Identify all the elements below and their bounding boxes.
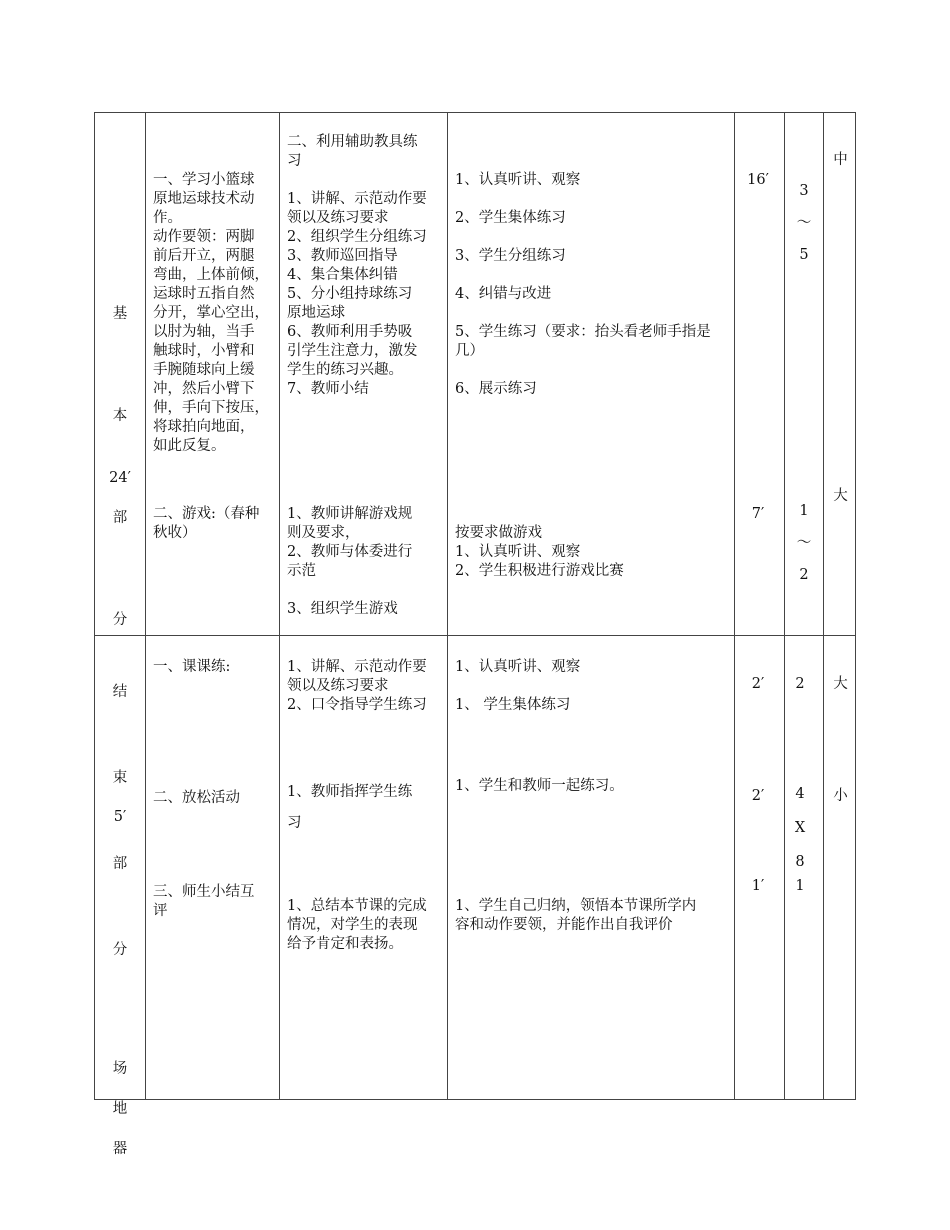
column-divider	[145, 113, 146, 1099]
time-end-2: 2′	[751, 788, 765, 804]
column-divider	[823, 113, 824, 1099]
student-activity-end-3: 1、学生自己归纳，领悟本节课所学内 容和动作要领，并能作出自我评价	[455, 898, 697, 933]
reps-char: ～	[796, 535, 812, 551]
content-end-3: 三、师生小结互 评	[153, 884, 255, 919]
student-activity-basic-1: 1、认真听讲、观察 2、学生集体练习 3、学生分组练习 4、纠错与改进 5、学生练习（要求：抬头看老师手指是 几） 6、展示练习	[455, 172, 711, 397]
reps-char: 8	[795, 854, 805, 870]
label-char: 分	[112, 942, 128, 958]
teacher-activity-basic-1: 二、利用辅助教具练 习 1、讲解、示范动作要 领以及练习要求 2、组织学生分组练习 3、教师巡回指导 4、集合集体纠错 5、分小组持球练习 原地运球 6、教师利用手势吸 引学生注意力，激发 学生的练习兴趣。 7、教师小结	[287, 134, 427, 397]
teacher-activity-end-3: 1、总结本节课的完成 情况，对学生的表现 给予肯定和表扬。	[287, 898, 427, 952]
section-label-venue	[103, 1039, 137, 1179]
label-char: 部	[112, 856, 128, 872]
reps-char: X	[794, 820, 806, 836]
student-activity-end-1: 1、认真听讲、观察 1、 学生集体练习	[455, 659, 581, 713]
repetitions-end-3: 1	[795, 878, 805, 894]
student-activity-end-2: 1、学生和教师一起练习。	[455, 778, 624, 794]
label-char: 部	[112, 510, 128, 526]
section-minutes-end: 5′	[113, 809, 127, 825]
content-basic-1: 一、学习小篮球 原地运球技术动 作。 动作要领：两脚 前后开立，两腿 弯曲，上体前倾， 运球时五指自然 分开，掌心空出， 以肘为轴，当手 触球时，小臂和 手腕随球向上缓 冲，然后小臂下 伸，手向下按压， 将球拍向地面， 如此反复。	[153, 172, 269, 454]
section-label-basic	[103, 281, 137, 653]
teacher-activity-end-2: 1、教师指挥学生练 习	[287, 784, 413, 831]
teacher-activity-end-1: 1、讲解、示范动作要 领以及练习要求 2、口令指导学生练习	[287, 659, 427, 713]
label-char: 结	[112, 684, 128, 700]
label-char: 本	[112, 408, 128, 424]
reps-char: 5	[799, 247, 809, 263]
reps-char: ～	[796, 215, 812, 231]
intensity-basic-1: 中	[833, 152, 848, 168]
label-char: 束	[112, 770, 128, 786]
time-basic-1: 16′	[747, 172, 769, 188]
label-char: 基	[112, 306, 128, 322]
intensity-basic-2: 大	[833, 488, 848, 504]
time-end-3: 1′	[751, 878, 765, 894]
label-char: 器	[112, 1141, 128, 1157]
reps-char: 3	[799, 183, 809, 199]
label-char: 场	[112, 1061, 128, 1077]
section-minutes-basic: 24′	[109, 470, 131, 486]
content-end-2: 二、放松活动	[153, 790, 240, 806]
column-divider	[447, 113, 448, 1099]
label-char: 分	[112, 612, 128, 628]
reps-char: 4	[795, 786, 805, 802]
content-basic-2: 二、游戏:（春种 秋收）	[153, 506, 260, 541]
reps-char: 2	[799, 567, 809, 583]
column-divider	[279, 113, 280, 1099]
time-end-1: 2′	[751, 676, 765, 692]
repetitions-basic-2	[785, 487, 823, 599]
student-activity-basic-2: 按要求做游戏 1、认真听讲、观察 2、学生积极进行游戏比赛	[455, 525, 624, 579]
lesson-plan-table	[94, 112, 856, 1157]
repetitions-end-2	[785, 769, 815, 888]
repetitions-end-1: 2	[795, 676, 805, 692]
intensity-end-1: 大	[833, 676, 848, 692]
label-char: 地	[112, 1101, 128, 1117]
content-end-1: 一、课课练:	[153, 659, 231, 675]
teacher-activity-basic-2: 1、教师讲解游戏规 则及要求， 2、教师与体委进行 示范 3、组织学生游戏	[287, 506, 413, 617]
repetitions-basic-1	[785, 167, 823, 279]
time-basic-2: 7′	[751, 506, 765, 522]
reps-char: 1	[799, 503, 809, 519]
column-divider	[734, 113, 735, 1099]
section-divider	[95, 635, 855, 636]
intensity-end-2: 小	[833, 788, 848, 804]
